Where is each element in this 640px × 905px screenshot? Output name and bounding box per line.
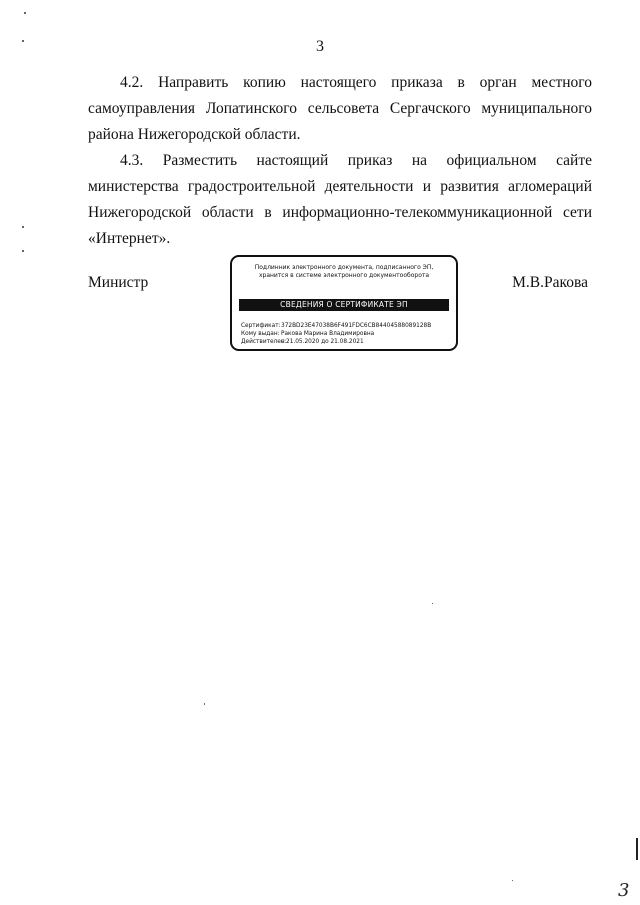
valid-row — [241, 338, 450, 346]
electronic-signature-stamp — [230, 255, 458, 351]
scan-speck — [22, 40, 24, 42]
certificate-row — [241, 322, 450, 330]
issued-to-label: Кому выдан: — [241, 331, 280, 337]
scan-speck — [432, 603, 433, 604]
valid-value: с 21.05.2020 до 21.08.2021 — [281, 339, 364, 345]
valid-label: Действителен: — [241, 339, 287, 345]
scan-speck — [512, 880, 513, 881]
stamp-title: СВЕДЕНИЯ О СЕРТИФИКАТЕ ЭП — [239, 299, 449, 311]
certificate-value: 372BD23E47038B6F491FDC6CB84404588089128B — [281, 323, 432, 329]
stamp-header-line: хранится в системе электронного документооборота — [258, 272, 430, 279]
stamp-details — [241, 322, 450, 346]
scan-speck — [24, 12, 26, 14]
scan-speck — [22, 226, 24, 228]
stamp-header — [232, 264, 456, 280]
page-number: 3 — [316, 38, 324, 55]
scan-speck — [204, 703, 205, 705]
issued-to-value: Ракова Марина Владимировна — [281, 331, 375, 337]
paragraph-4-2: 4.2. Направить копию настоящего приказа в орган местного самоуправления Лопатинского сельсовета Сергачского муниципального района Нижегородской области. — [88, 74, 592, 143]
signatory-role: Министр — [88, 274, 149, 291]
scan-edge-mark — [636, 838, 638, 860]
certificate-label: Сертификат: — [241, 323, 281, 329]
signatory-name: М.В.Ракова — [512, 274, 588, 291]
stamp-header-line: Подлинник электронного документа, подписанного ЭП, — [254, 264, 434, 271]
paragraph-4-3: 4.3. Разместить настоящий приказ на официальном сайте министерства градостроительной деятельности и развития агломераций Нижегородской области в информационно-телекоммуникационной сети «Интернет». — [88, 152, 592, 247]
scan-speck — [22, 250, 24, 252]
issued-to-row — [241, 330, 450, 338]
handwritten-page-mark: 3 — [618, 880, 630, 901]
